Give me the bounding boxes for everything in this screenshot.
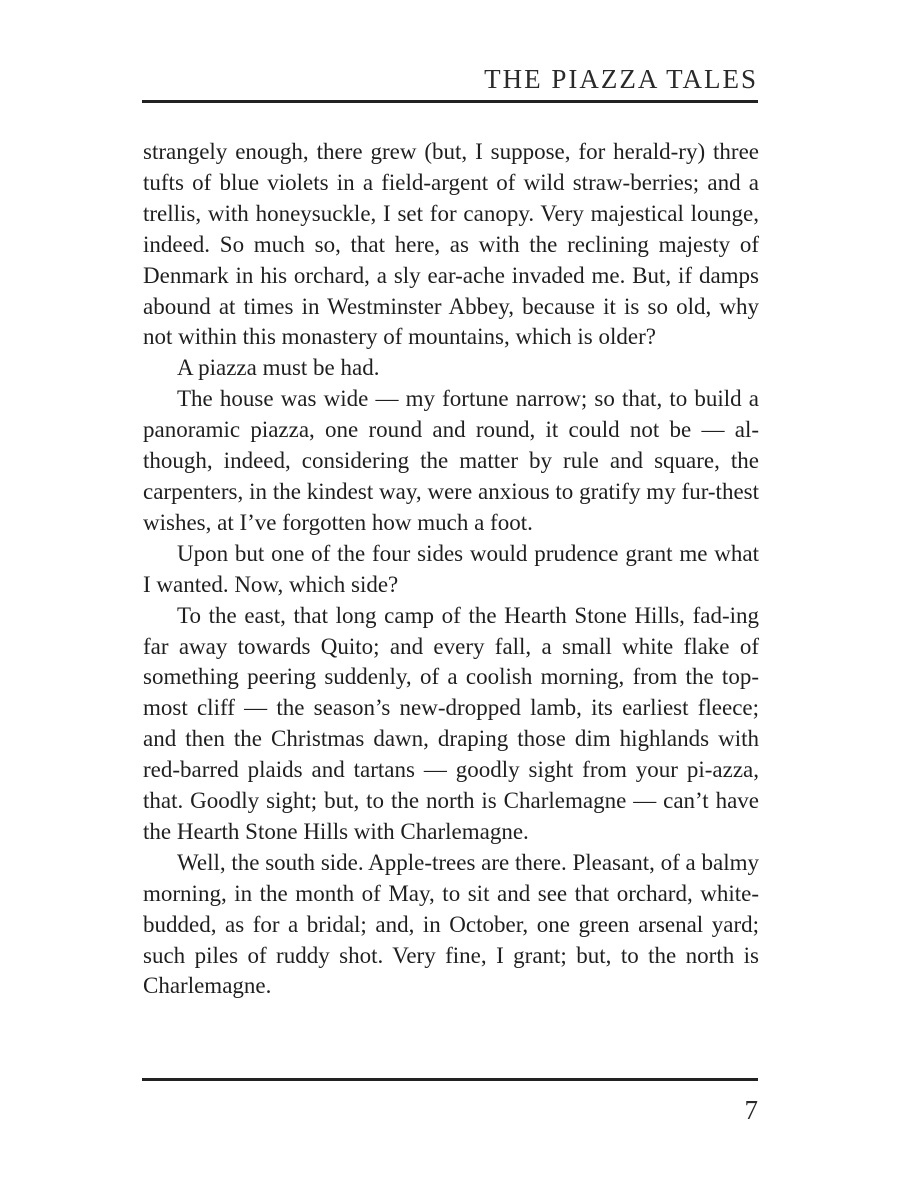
paragraph: A piazza must be had. [177,355,380,381]
paragraph: Upon but one of the four sides would prudence grant me what I wanted. Now, which side? [143,540,759,597]
paragraph: The house was wide — my fortune narrow; so that, to build a panoramic piazza, one round and round, it could not be — al-though, indeed, considering the matter by rule and square, the carpenters, in the kindest way, were anxious to gratify my fur-thest wishes, at I’ve forgotten how much a foot. [143,386,759,535]
header-rule [142,100,758,103]
running-title: THE PIAZZA TALES [484,64,758,94]
page-number: 7 [744,1095,758,1125]
paragraph: To the east, that long camp of the Hearth Stone Hills, fad-ing far away towards Quito; and every fall, a small white flake of something peering suddenly, of a coolish morning, from the top-most cliff — the season’s new-dropped lamb, its earliest fleece; and then the Christmas dawn, draping those dim highlands with red-barred plaids and tartans — goodly sight from your pi-azza, that. Goodly sight; but, to the north is Charlemagne — can’t have the Hearth Stone Hills with Charlemagne. [143,602,759,844]
page-body-text [143,137,759,1002]
footer-rule [142,1078,758,1081]
paragraph-continuation: strangely enough, there grew (but, I suppose, for herald-ry) three tufts of blue violets in a field-argent of wild straw-berries; and a trellis, with honeysuckle, I set for canopy. Very majestical lounge, indeed. So much so, that here, as with the reclining majesty of Denmark in his orchard, a sly ear-ache invaded me. But, if damps abound at times in Westminster Abbey, because it is so old, why not within this monastery of mountains, which is older? [143,139,759,350]
paragraph: Well, the south side. Apple-trees are there. Pleasant, of a balmy morning, in the month of May, to sit and see that orchard, white-budded, as for a bridal; and, in October, one green arsenal yard; such piles of ruddy shot. Very fine, I grant; but, to the north is Charlemagne. [143,849,759,999]
